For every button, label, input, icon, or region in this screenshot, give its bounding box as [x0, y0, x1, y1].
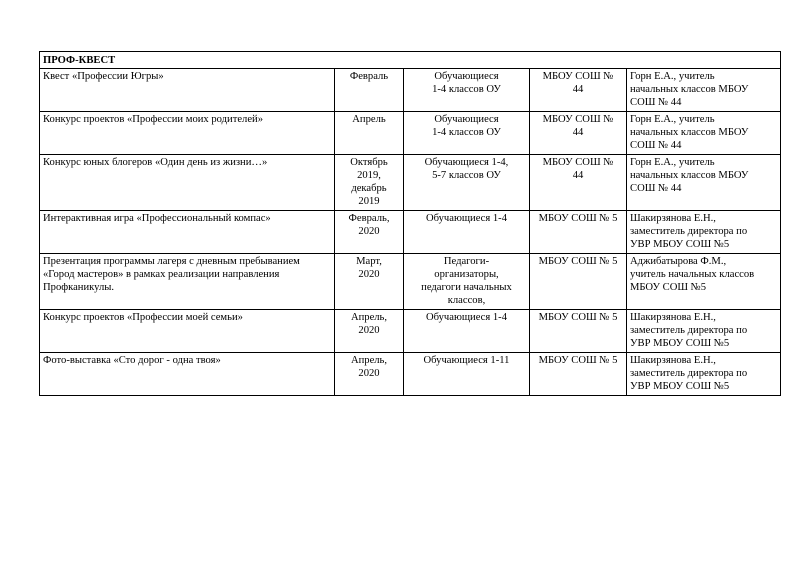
event-name: Конкурс проектов «Профессии моей семьи»	[43, 312, 243, 323]
table-row	[40, 69, 781, 112]
event-organization: МБОУ СОШ № 44	[542, 114, 614, 138]
event-participants: Обучающиеся 1-4 классов ОУ	[432, 71, 501, 95]
event-participants: Обучающиеся 1-4	[425, 213, 507, 224]
event-name: Интерактивная игра «Профессиональный компас»	[43, 213, 271, 224]
event-responsible: Аджибатырова Ф.М., учитель начальных классов МБОУ СОШ №5	[630, 256, 755, 293]
table-row	[40, 112, 781, 155]
event-responsible: Шакирзянова Е.Н., заместитель директора по УВР МБОУ СОШ №5	[630, 312, 748, 349]
events-table	[39, 51, 781, 396]
event-responsible: Горн Е.А., учитель начальных классов МБОУ СОШ № 44	[630, 114, 749, 151]
table-row	[40, 155, 781, 211]
event-organization: МБОУ СОШ № 44	[542, 157, 614, 181]
event-participants: Обучающиеся 1-4	[425, 312, 507, 323]
section-title: ПРОФ-КВЕСТ	[40, 52, 781, 69]
event-date: Апрель, 2020	[350, 312, 388, 336]
table-row	[40, 353, 781, 396]
table-row	[40, 254, 781, 310]
event-organization: МБОУ СОШ № 5	[538, 355, 618, 366]
event-participants: Обучающиеся 1-11	[423, 355, 510, 366]
event-responsible: Горн Е.А., учитель начальных классов МБОУ СОШ № 44	[630, 71, 749, 108]
event-responsible: Горн Е.А., учитель начальных классов МБОУ СОШ № 44	[630, 157, 749, 194]
table-row	[40, 211, 781, 254]
event-date: Февраль, 2020	[348, 213, 390, 237]
event-date: Октябрь 2019, декабрь 2019	[350, 157, 388, 207]
event-participants: Обучающиеся 1-4, 5-7 классов ОУ	[424, 157, 509, 181]
event-participants: Обучающиеся 1-4 классов ОУ	[432, 114, 501, 138]
table-row	[40, 310, 781, 353]
event-date: Апрель	[352, 114, 386, 125]
event-organization: МБОУ СОШ № 44	[542, 71, 614, 95]
event-organization: МБОУ СОШ № 5	[538, 312, 618, 323]
event-date: Апрель, 2020	[350, 355, 388, 379]
event-name: Фото-выставка «Сто дорог - одна твоя»	[43, 355, 221, 366]
event-name: Квест «Профессии Югры»	[43, 71, 164, 82]
event-responsible: Шакирзянова Е.Н., заместитель директора по УВР МБОУ СОШ №5	[630, 355, 748, 392]
event-date: Март, 2020	[356, 256, 382, 280]
event-responsible: Шакирзянова Е.Н., заместитель директора по УВР МБОУ СОШ №5	[630, 213, 748, 250]
event-name: Конкурс проектов «Профессии моих родителей»	[43, 114, 263, 125]
event-name: Презентация программы лагеря с дневным пребыванием «Город мастеров» в рамках реализации направления Профканикулы.	[43, 256, 300, 293]
event-name: Конкурс юных блогеров «Один день из жизни…»	[43, 157, 268, 168]
event-organization: МБОУ СОШ № 5	[538, 213, 618, 224]
event-organization: МБОУ СОШ № 5	[538, 256, 618, 267]
event-date: Февраль	[349, 71, 389, 82]
section-header-row	[40, 52, 781, 69]
event-participants: Педагоги- организаторы, педагоги начальных классов,	[421, 256, 512, 306]
